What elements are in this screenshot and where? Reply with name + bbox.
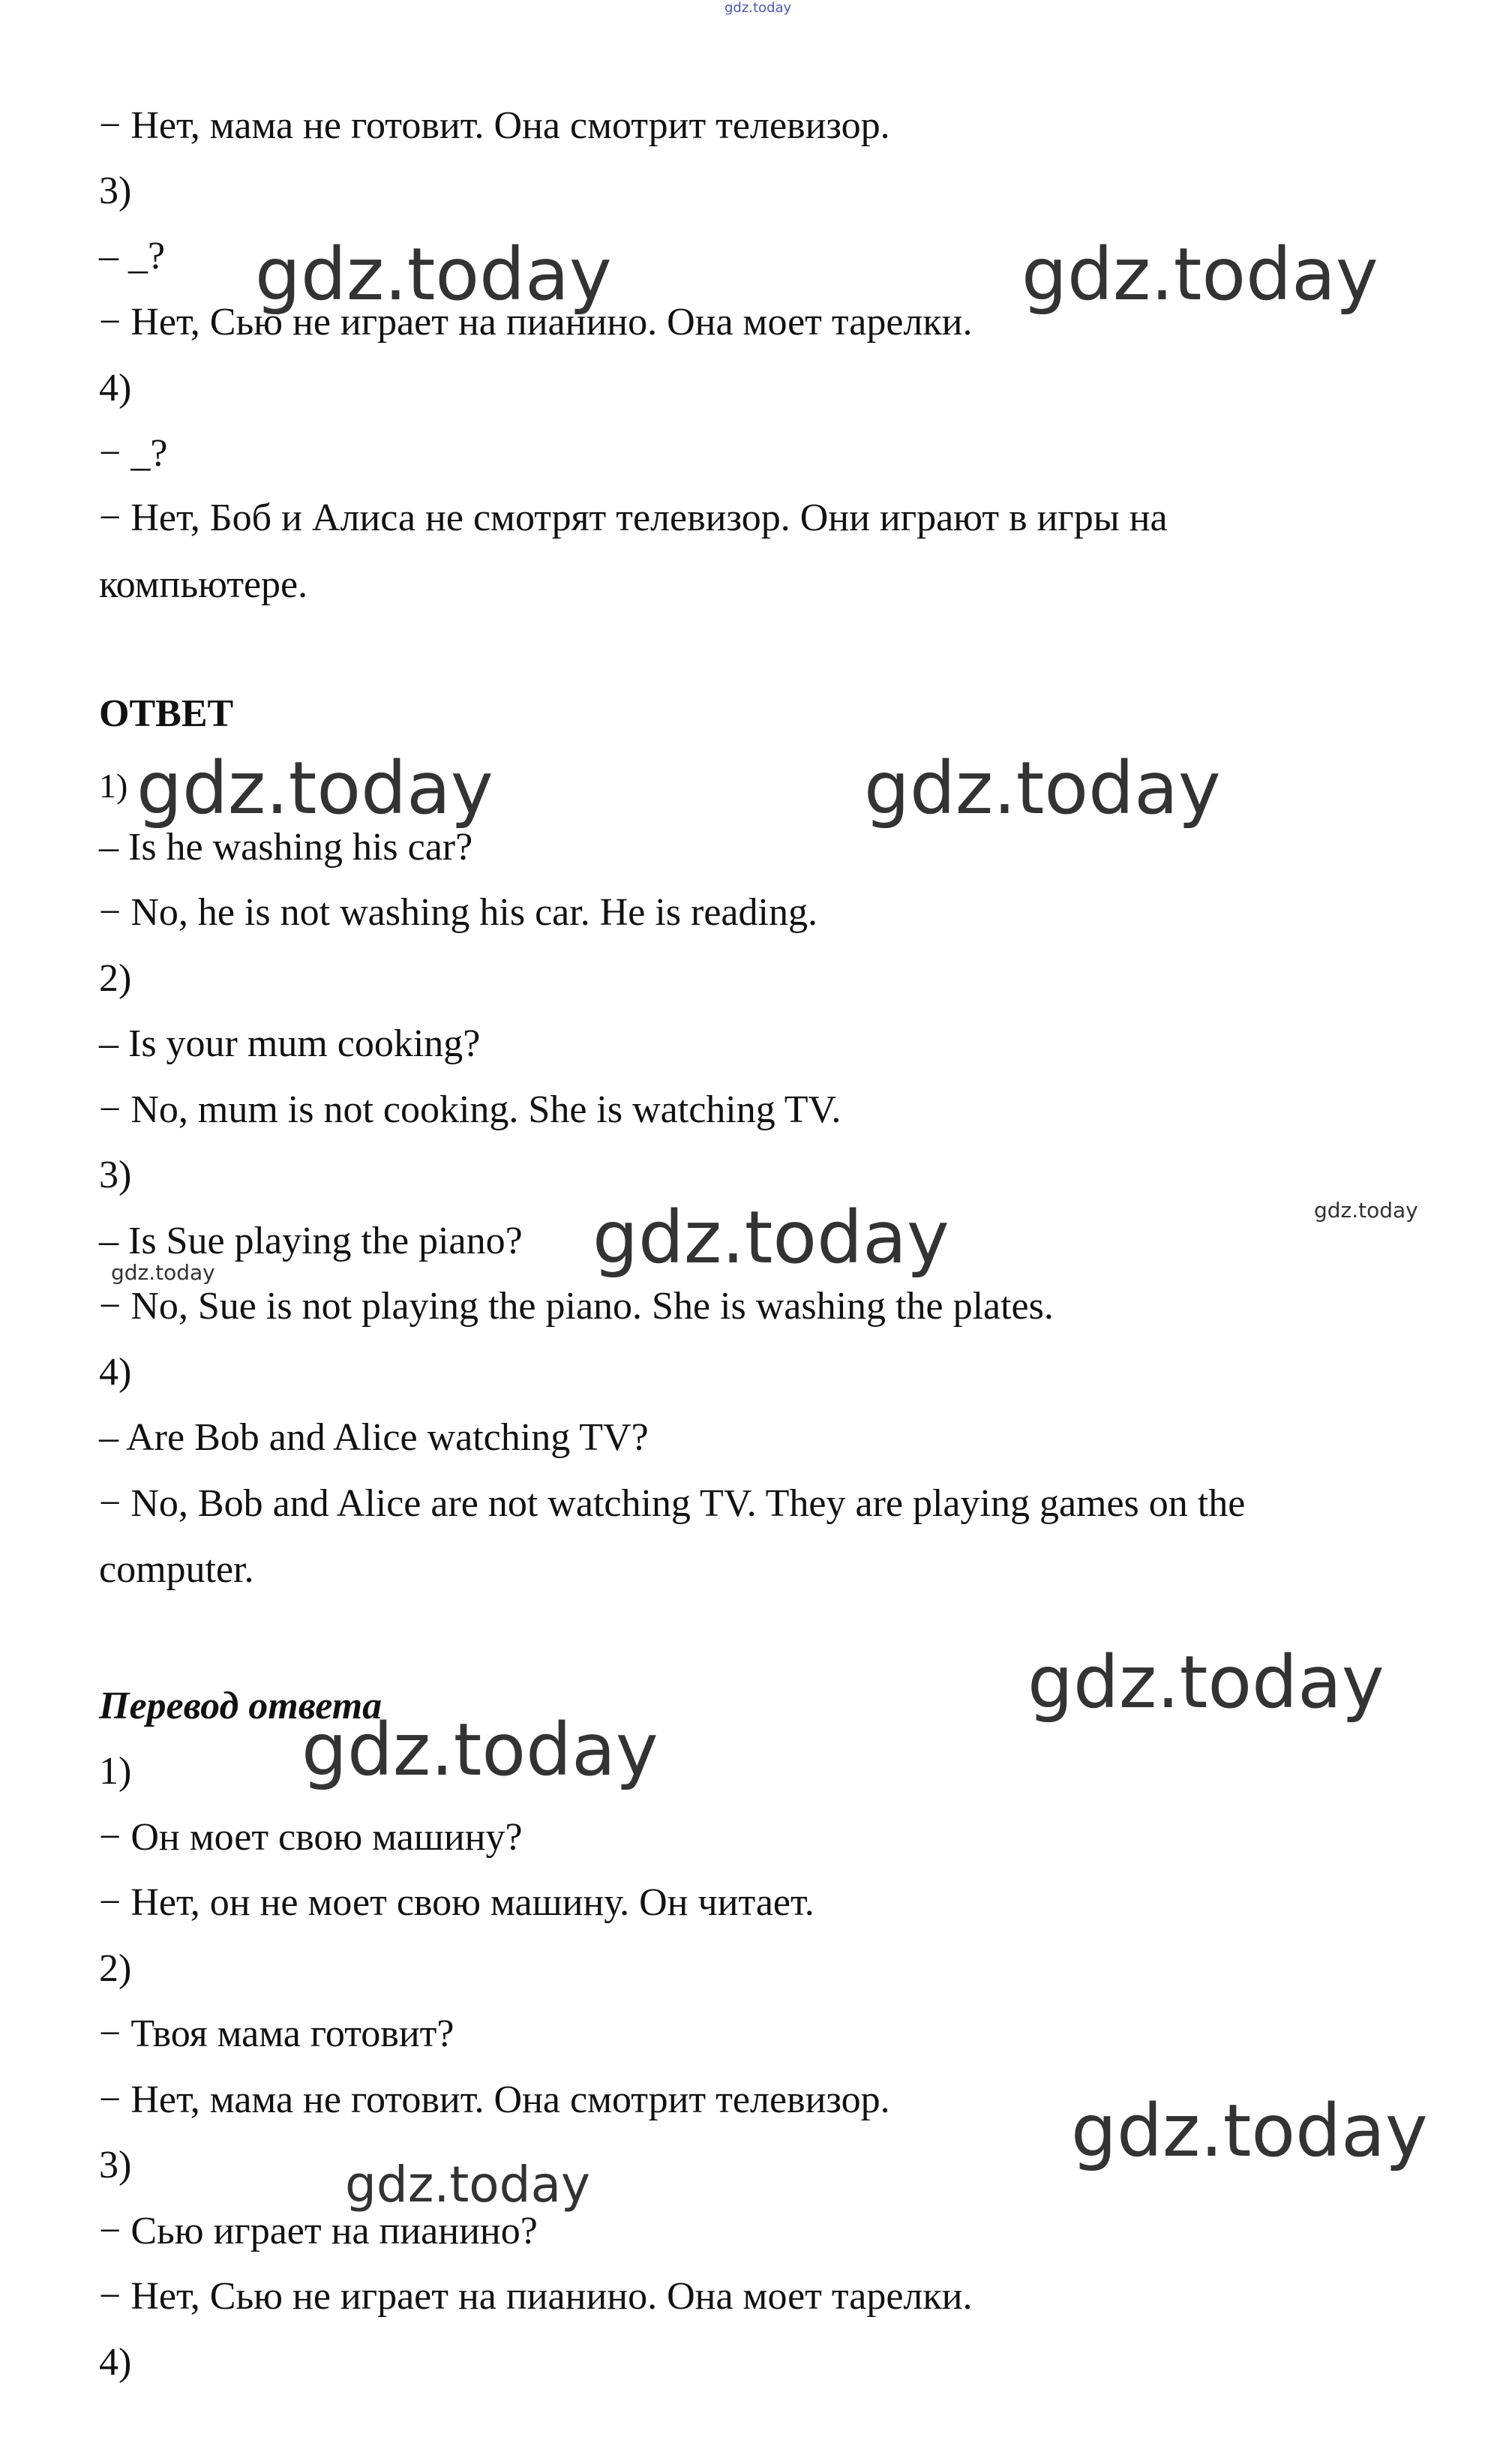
text-line: − Нет, Сью не играет на пианино. Она моет тарелки.: [99, 301, 973, 344]
item-number: 4): [99, 2341, 132, 2384]
text-line: computer.: [99, 1548, 254, 1591]
text-line: − Нет, мама не готовит. Она смотрит телевизор.: [99, 104, 890, 147]
watermark: gdz.today: [136, 746, 494, 830]
watermark: gdz.today: [1314, 1198, 1418, 1223]
text-line: − Он моет свою машину?: [99, 1816, 523, 1859]
text-line: компьютере.: [99, 563, 308, 606]
text-line: − _?: [99, 432, 168, 475]
watermark: gdz.today: [111, 1260, 215, 1285]
watermark: gdz.today: [345, 2156, 591, 2213]
text-line: − Нет, Сью не играет на пианино. Она моет тарелки.: [99, 2275, 973, 2318]
text-line: – Is Sue playing the piano?: [99, 1220, 523, 1262]
item-number: 2): [99, 957, 132, 1000]
item-number: 1): [99, 1750, 132, 1793]
item-number: 2): [99, 1947, 132, 1990]
item-number: 3): [99, 1154, 132, 1196]
item-number: 3): [99, 170, 132, 212]
watermark: gdz.today: [1071, 2089, 1428, 2173]
text-line: – Is he washing his car?: [99, 826, 473, 869]
text-line: – Is your mum cooking?: [99, 1022, 481, 1065]
watermark: gdz.today: [592, 1196, 950, 1280]
text-line: – Are Bob and Alice watching TV?: [99, 1416, 649, 1459]
answer-heading: ОТВЕТ: [99, 692, 234, 735]
text-line: − No, mum is not cooking. She is watching TV.: [99, 1088, 842, 1131]
text-line: − No, he is not washing his car. He is reading.: [99, 891, 818, 934]
item-number: 4): [99, 1351, 132, 1394]
item-number: 3): [99, 2144, 132, 2186]
text-line: − Твоя мама готовит?: [99, 2012, 454, 2055]
item-number: 4): [99, 367, 132, 410]
text-line: − Сью играет на пианино?: [99, 2210, 538, 2252]
text-line: − Нет, мама не готовит. Она смотрит телевизор.: [99, 2078, 890, 2121]
watermark: gdz.today: [255, 233, 612, 317]
watermark: gdz.today: [864, 746, 1221, 830]
watermark: gdz.today: [1022, 233, 1378, 317]
text-line: – _?: [99, 235, 166, 278]
watermark: gdz.today: [1028, 1640, 1384, 1724]
translation-heading: Перевод ответа: [99, 1685, 382, 1727]
text-line: − Нет, Боб и Алиса не смотрят телевизор. Они играют в игры на: [99, 497, 1168, 539]
text-line: − Нет, он не моет свою машину. Он читает.: [99, 1881, 814, 1924]
watermark-top: gdz.today: [724, 0, 792, 16]
item-number: 1): [99, 767, 128, 805]
text-line: − No, Sue is not playing the piano. She is washing the plates.: [99, 1285, 1054, 1328]
watermark: gdz.today: [302, 1708, 658, 1792]
text-line: − No, Bob and Alice are not watching TV. They are playing games on the: [99, 1482, 1246, 1525]
